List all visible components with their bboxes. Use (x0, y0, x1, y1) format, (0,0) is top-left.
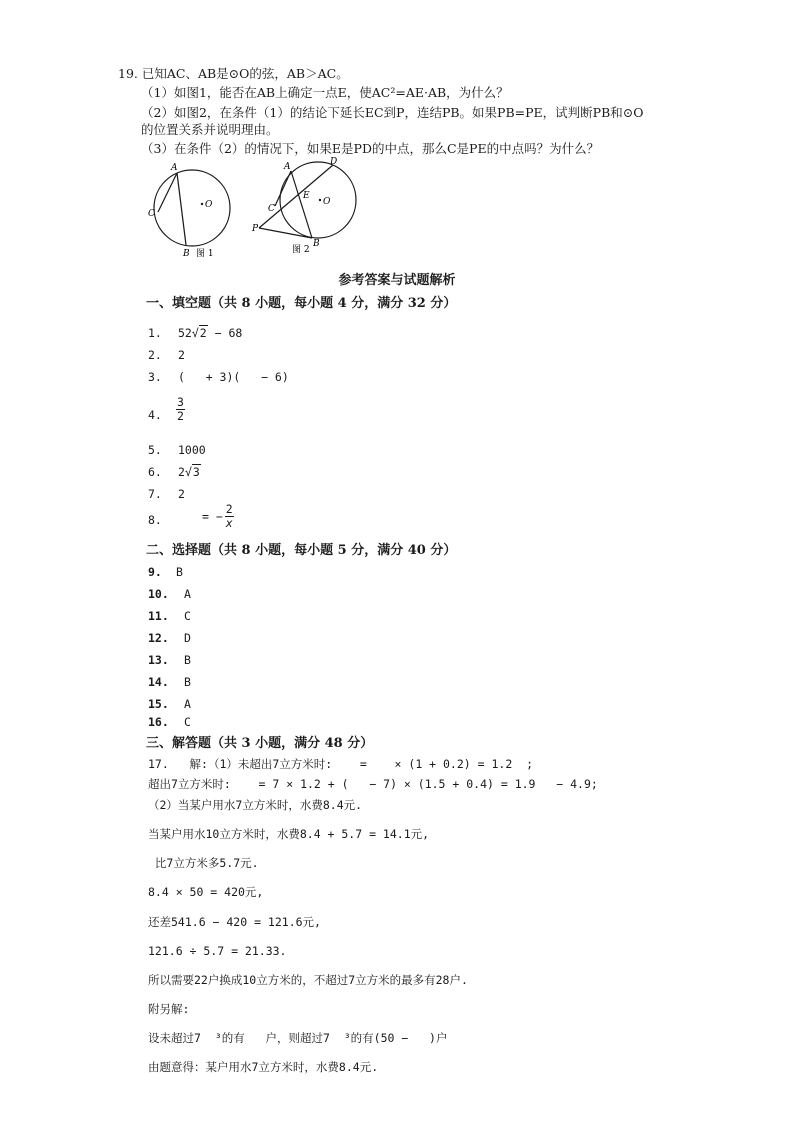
s2-item-15-answer: A (184, 697, 191, 711)
fig1-label-a: A (171, 163, 178, 173)
fig2-label-b: B (313, 239, 320, 249)
s2-item-16-answer: C (184, 715, 191, 729)
fig2-label-e: E (303, 191, 310, 201)
fig1-label-o: O (205, 200, 213, 210)
s1-item-3-answer: ( + 3)( − 6) (178, 370, 289, 384)
s3-line-1: 17. 解:（1）未超出7立方米时: = × (1 + 0.2) = 1.2 ; (148, 757, 534, 771)
s1-item-6-number: 6. (148, 465, 162, 479)
s2-item-12-number: 12. (148, 631, 169, 645)
s3-line-10: 附另解: (148, 1002, 190, 1016)
s1-item-1-answer: 52√2 − 68 (178, 326, 243, 340)
figure-circles (140, 156, 370, 260)
s2-item-11-answer: C (184, 609, 191, 623)
problem-19-stem (118, 66, 349, 82)
s1-item-6-answer: 2√3 (178, 465, 200, 479)
fig2-label-p: P (252, 224, 259, 234)
s2-item-9-answer: B (176, 565, 183, 579)
fig2-label-c: C (268, 204, 275, 214)
s2-item-9-number: 9. (148, 565, 162, 579)
section-1-title: 一、填空题（共 8 小题，每小题 4 分，满分 32 分） (146, 296, 457, 311)
fig2-label-d: D (330, 157, 338, 167)
s1-item-7-number: 7. (148, 487, 162, 501)
problem-stem-text: 已知AC、AB是⊙O的弦，AB＞AC。 (141, 66, 349, 81)
figure-1 (148, 163, 230, 259)
fig1-label-c: C (148, 209, 155, 219)
s1-item-5-number: 5. (148, 443, 162, 457)
s3-line-9: 所以需要22户换成10立方米的，不超过7立方米的最多有28户. (148, 973, 468, 987)
s2-item-10-answer: A (184, 587, 191, 601)
fig2-label-o: O (323, 197, 331, 207)
s2-item-10-number: 10. (148, 587, 169, 601)
problem-19-q2-line2: 的位置关系并说明理由。 (141, 122, 279, 137)
s1-item-2-answer: 2 (178, 348, 185, 362)
problem-19-q3: （3）在条件（2）的情况下，如果E是PD的中点，那么C是PE的中点吗？为什么？ (141, 141, 600, 156)
s3-line-6: 8.4 × 50 = 420元, (148, 885, 264, 899)
problem-19-q1: （1）如图1，能否在AB上确定一点E，使AC²=AE·AB，为什么？ (141, 85, 509, 100)
s2-item-14-number: 14. (148, 675, 169, 689)
s2-item-14-answer: B (184, 675, 191, 689)
s2-item-15-number: 15. (148, 697, 169, 711)
s1-item-8-number: 8. (148, 513, 162, 527)
answer-title: 参考答案与试题解析 (338, 273, 456, 288)
s1-item-5-answer: 1000 (178, 443, 206, 457)
fig2-caption: 图 2 (292, 245, 310, 255)
s3-line-2: 超出7立方米时: = 7 × 1.2 + ( − 7) × (1.5 + 0.4) = 1.9 − 4.9; (148, 777, 598, 791)
s3-line-7: 还差541.6 − 420 = 121.6元, (148, 915, 321, 929)
fig1-label-b: B (183, 249, 190, 259)
s1-item-8-answer: = − $\frac{2}{x}$ (202, 502, 233, 530)
s1-item-4-answer: $\frac{3}{2}$ (177, 395, 184, 423)
s3-line-8: 121.6 ÷ 5.7 = 21.33. (148, 944, 287, 958)
fig1-caption: 图 1 (196, 249, 214, 259)
s2-item-11-number: 11. (148, 609, 169, 623)
s3-line-11: 设未超过7 ³的有 户，则超过7 ³的有(50 − )户 (148, 1031, 448, 1045)
s1-item-1-number: 1. (148, 326, 162, 340)
s1-item-4-number: 4. (148, 408, 162, 422)
problem-number: 19. (118, 66, 138, 81)
s2-item-16-number: 16. (148, 715, 169, 729)
problem-19-q2-line1: （2）如图2，在条件（1）的结论下延长EC到P，连结PB。如果PB=PE，试判断PB和⊙O (141, 105, 644, 120)
s1-item-2-number: 2. (148, 348, 162, 362)
s2-item-13-answer: B (184, 653, 191, 667)
section-2-title: 二、选择题（共 8 小题，每小题 5 分，满分 40 分） (146, 543, 457, 558)
fig2-label-a: A (284, 162, 291, 172)
s3-line-4: 当某户用水10立方米时，水费8.4 + 5.7 = 14.1元, (148, 827, 430, 841)
s1-item-7-answer: 2 (178, 487, 185, 501)
section-3-title: 三、解答题（共 3 小题，满分 48 分） (146, 736, 374, 751)
s3-line-12: 由题意得：某户用水7立方米时，水费8.4元. (148, 1060, 379, 1074)
s3-line-5: 比7立方米多5.7元. (148, 856, 259, 870)
s1-item-3-number: 3. (148, 370, 162, 384)
s3-line-3: （2）当某户用水7立方米时，水费8.4元. (148, 798, 363, 812)
s2-item-13-number: 13. (148, 653, 169, 667)
figure-2 (251, 157, 356, 255)
s2-item-12-answer: D (184, 631, 191, 645)
